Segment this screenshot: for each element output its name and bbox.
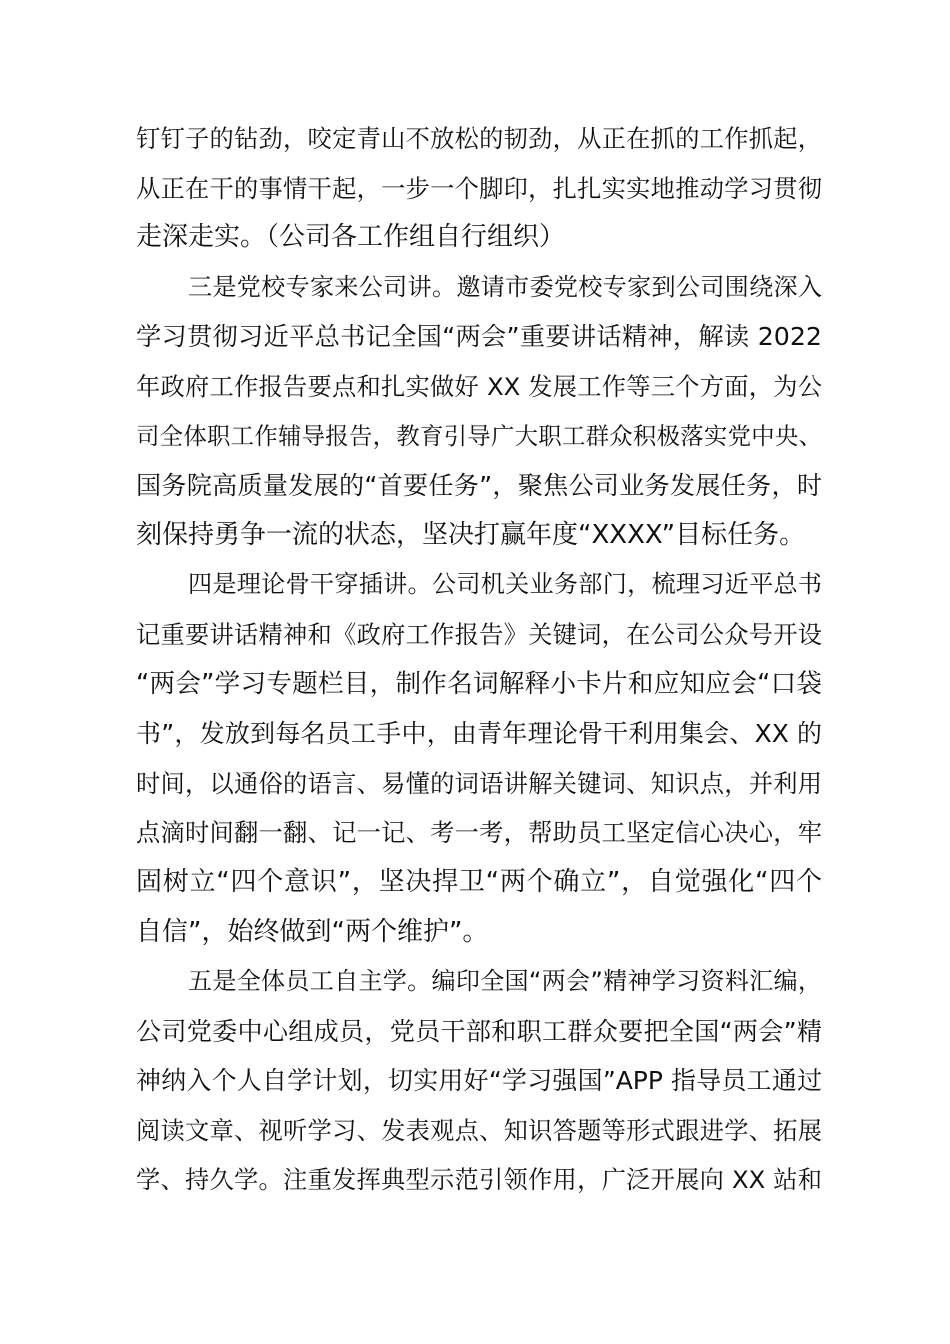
paragraph-4 bbox=[136, 957, 822, 1205]
text-line: “两会”学习专题栏目，制作名词解释小卡片和应知应会“口袋 bbox=[136, 668, 822, 699]
text-line: 神纳入个人自学计划，切实用好“学习强国”APP 指导员工通过 bbox=[136, 1066, 822, 1096]
text-line: 年政府工作报告要点和扎实做好 XX 发展工作等三个方面，为公 bbox=[136, 371, 822, 401]
text-line: 学、持久学。注重发挥典型示范引领作用，广泛开展向 XX 站和 bbox=[136, 1165, 822, 1195]
text-line: 司全体职工作辅导报告，教育引导广大职工群众积极落实党中央、 bbox=[136, 421, 822, 450]
text-line: 书”，发放到每名员工手中，由青年理论骨干利用集会、XX 的 bbox=[136, 719, 822, 749]
text-line: 公司党委中心组成员，党员干部和职工群众要把全国“两会”精 bbox=[136, 1016, 822, 1046]
text-line: 走深走实。（公司各工作组自行组织） bbox=[136, 222, 566, 253]
paragraph-3 bbox=[136, 560, 822, 957]
text-line: 固树立“四个意识”，坚决捍卫“两个确立”，自觉强化“四个 bbox=[136, 866, 822, 897]
text-line: 点滴时间翻一翻、记一记、考一考，帮助员工坚定信心决心，牢 bbox=[136, 818, 822, 848]
text-line: 五是全体员工自主学。编印全国“两会”精神学习资料汇编， bbox=[188, 967, 822, 996]
text-line: 三是党校专家来公司讲。邀请市委党校专家到公司围绕深入 bbox=[188, 272, 822, 301]
text-line: 时间，以通俗的语言、易懂的词语讲解关键词、知识点，并利用 bbox=[136, 768, 822, 798]
text-line: 记重要讲话精神和《政府工作报告》关键词，在公司公众号开设 bbox=[136, 619, 822, 649]
text-line: 阅读文章、视听学习、发表观点、知识答题等形式跟进学、拓展 bbox=[136, 1115, 822, 1145]
paragraph-1 bbox=[136, 114, 822, 263]
text-line: 刻保持勇争一流的状态，坚决打赢年度“XXXX”目标任务。 bbox=[136, 519, 806, 550]
text-line: 从正在干的事情干起，一步一个脚印，扎扎实实地推动学习贯彻 bbox=[136, 173, 822, 203]
text-line: 学习贯彻习近平总书记全国“两会”重要讲话精神，解读 2022 bbox=[136, 322, 822, 352]
document-body bbox=[136, 114, 822, 1205]
paragraph-2 bbox=[136, 263, 822, 561]
text-line: 国务院高质量发展的“首要任务”，聚焦公司业务发展任务，时 bbox=[136, 471, 822, 501]
text-line: 四是理论骨干穿插讲。公司机关业务部门，梳理习近平总书 bbox=[188, 570, 822, 599]
text-line: 钉钉子的钻劲，咬定青山不放松的韧劲，从正在抓的工作抓起， bbox=[136, 124, 822, 153]
text-line: 自信”，始终做到“两个维护”。 bbox=[136, 916, 489, 947]
